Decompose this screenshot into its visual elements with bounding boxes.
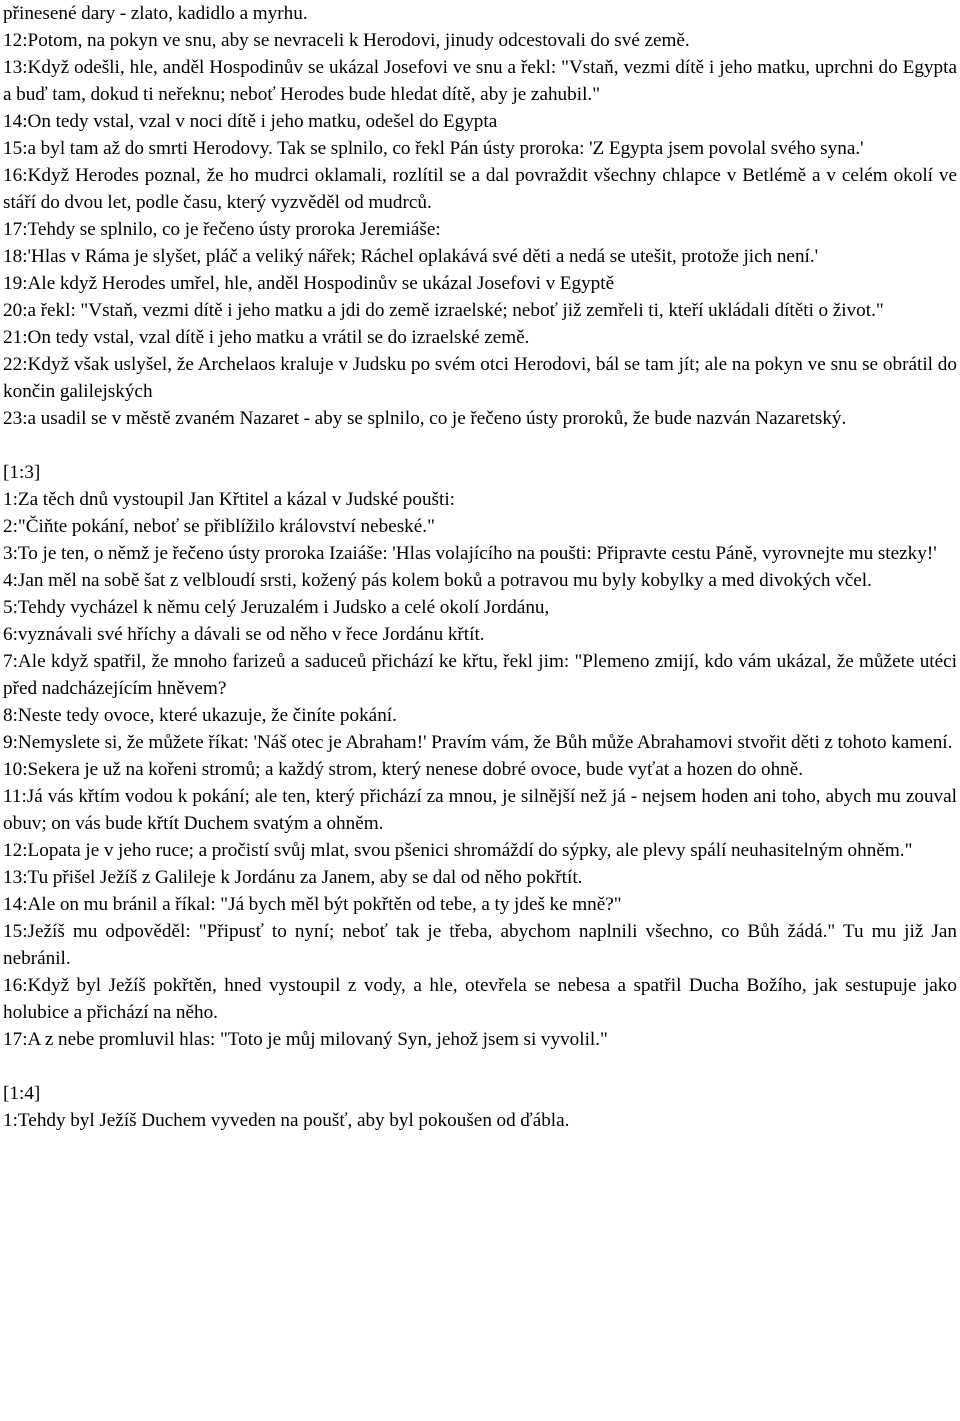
- verse-21: 21:On tedy vstal, vzal dítě i jeho matku a vrátil se do izraelské země.: [3, 327, 530, 348]
- chapter-heading: [1:3]: [3, 462, 41, 483]
- verse-7: 7:Ale když spatřil, že mnoho farizeů a saduceů přichází ke křtu, řekl jim: "Plemeno zmijí, kdo vám ukázal, že můžete utéci před nadcházejícím hněvem?: [3, 651, 957, 699]
- chapter-4: [3, 1080, 957, 1134]
- verse-15: 15:a byl tam až do smrti Herodovy. Tak se splnilo, co řekl Pán ústy proroka: 'Z Egypta jsem povolal svého syna.': [3, 138, 864, 159]
- verse-23: 23:a usadil se v městě zvaném Nazaret - aby se splnilo, co je řečeno ústy proroků, že bude nazván Nazaretský.: [3, 408, 847, 429]
- verse-16: 16:Když Herodes poznal, že ho mudrci oklamali, rozlítil se a dal povraždit všechny chlapce v Betlémě a v celém okolí ve stáří do dvou let, podle času, který vyzvěděl od mudrců.: [3, 165, 957, 213]
- verse-19: 19:Ale když Herodes umřel, hle, anděl Hospodinův se ukázal Josefovi v Egyptě: [3, 273, 615, 294]
- verse-2: 2:"Čiňte pokání, neboť se přiblížilo království nebeské.": [3, 516, 435, 537]
- verse-17: 17:Tehdy se splnilo, co je řečeno ústy proroka Jeremiáše:: [3, 219, 441, 240]
- chapter-3: [3, 459, 957, 1053]
- verse-6: 6:vyznávali své hříchy a dávali se od něho v řece Jordánu křtít.: [3, 624, 485, 645]
- verse-1: 1:Za těch dnů vystoupil Jan Křtitel a kázal v Judské poušti:: [3, 489, 456, 510]
- verse-17: 17:A z nebe promluvil hlas: "Toto je můj milovaný Syn, jehož jsem si vyvolil.": [3, 1029, 608, 1050]
- verse-14: 14:On tedy vstal, vzal v noci dítě i jeho matku, odešel do Egypta: [3, 111, 498, 132]
- chapter-heading: [1:4]: [3, 1083, 41, 1104]
- chapter-2-continuation: [3, 0, 957, 432]
- verse-text: přinesené dary - zlato, kadidlo a myrhu.: [3, 3, 308, 24]
- verse-18: 18:'Hlas v Ráma je slyšet, pláč a veliký nářek; Ráchel oplakává své děti a nedá se utešit, protože jich není.': [3, 246, 819, 267]
- verse-1: 1:Tehdy byl Ježíš Duchem vyveden na poušť, aby byl pokoušen od ďábla.: [3, 1110, 570, 1131]
- verse-10: 10:Sekera je už na kořeni stromů; a každý strom, který nenese dobré ovoce, bude vyťat a hozen do ohně.: [3, 759, 804, 780]
- verse-13: 13:Když odešli, hle, anděl Hospodinův se ukázal Josefovi ve snu a řekl: "Vstaň, vezmi dítě i jeho matku, uprchni do Egypta a buď tam, dokud ti neřeknu; neboť Herodes bude hledat dítě, aby je zahubil.": [3, 57, 957, 105]
- verse-3: 3:To je ten, o němž je řečeno ústy proroka Izaiáše: 'Hlas volajícího na poušti: Připravte cestu Páně, vyrovnejte mu stezky!': [3, 543, 937, 564]
- verse-5: 5:Tehdy vycházel k němu celý Jeruzalém i Judsko a celé okolí Jordánu,: [3, 597, 550, 618]
- verse-8: 8:Neste tedy ovoce, které ukazuje, že činíte pokání.: [3, 705, 397, 726]
- verse-16: 16:Když byl Ježíš pokřtěn, hned vystoupil z vody, a hle, otevřela se nebesa a spatřil Ducha Božího, jak sestupuje jako holubice a přichází na něho.: [3, 975, 957, 1023]
- verse-22: 22:Když však uslyšel, že Archelaos kraluje v Judsku po svém otci Herodovi, bál se tam jít; ale na pokyn ve snu se obrátil do končin galilejských: [3, 354, 957, 402]
- verse-12: 12:Potom, na pokyn ve snu, aby se nevraceli k Herodovi, jinudy odcestovali do své země.: [3, 30, 690, 51]
- verse-14: 14:Ale on mu bránil a říkal: "Já bych měl být pokřtěn od tebe, a ty jdeš ke mně?": [3, 894, 622, 915]
- verse-12: 12:Lopata je v jeho ruce; a pročistí svůj mlat, svou pšenici shromáždí do sýpky, ale plevy spálí neuhasitelným ohněm.": [3, 840, 913, 861]
- verse-4: 4:Jan měl na sobě šat z velbloudí srsti, kožený pás kolem boků a potravou mu byly kobylky a med divokých včel.: [3, 570, 872, 591]
- verse-11: 11:Já vás křtím vodou k pokání; ale ten, který přichází za mnou, je silnější než já - nejsem hoden ani toho, abych mu zouval obuv; on vás bude křtít Duchem svatým a ohněm.: [3, 786, 957, 834]
- section-spacer: [3, 1053, 957, 1080]
- section-spacer: [3, 432, 957, 459]
- verse-9: 9:Nemyslete si, že můžete říkat: 'Náš otec je Abraham!' Pravím vám, že Bůh může Abrahamovi stvořit děti z tohoto kamení.: [3, 732, 953, 753]
- verse-20: 20:a řekl: "Vstaň, vezmi dítě i jeho matku a jdi do země izraelské; neboť již zemřeli ti, kteří ukládali dítěti o život.": [3, 300, 884, 321]
- verse-13: 13:Tu přišel Ježíš z Galileje k Jordánu za Janem, aby se dal od něho pokřtít.: [3, 867, 583, 888]
- verse-15: 15:Ježíš mu odpověděl: "Připusť to nyní; neboť tak je třeba, abychom naplnili všechno, co Bůh žádá." Tu mu již Jan nebránil.: [3, 921, 957, 969]
- document-page: [3, 0, 957, 1134]
